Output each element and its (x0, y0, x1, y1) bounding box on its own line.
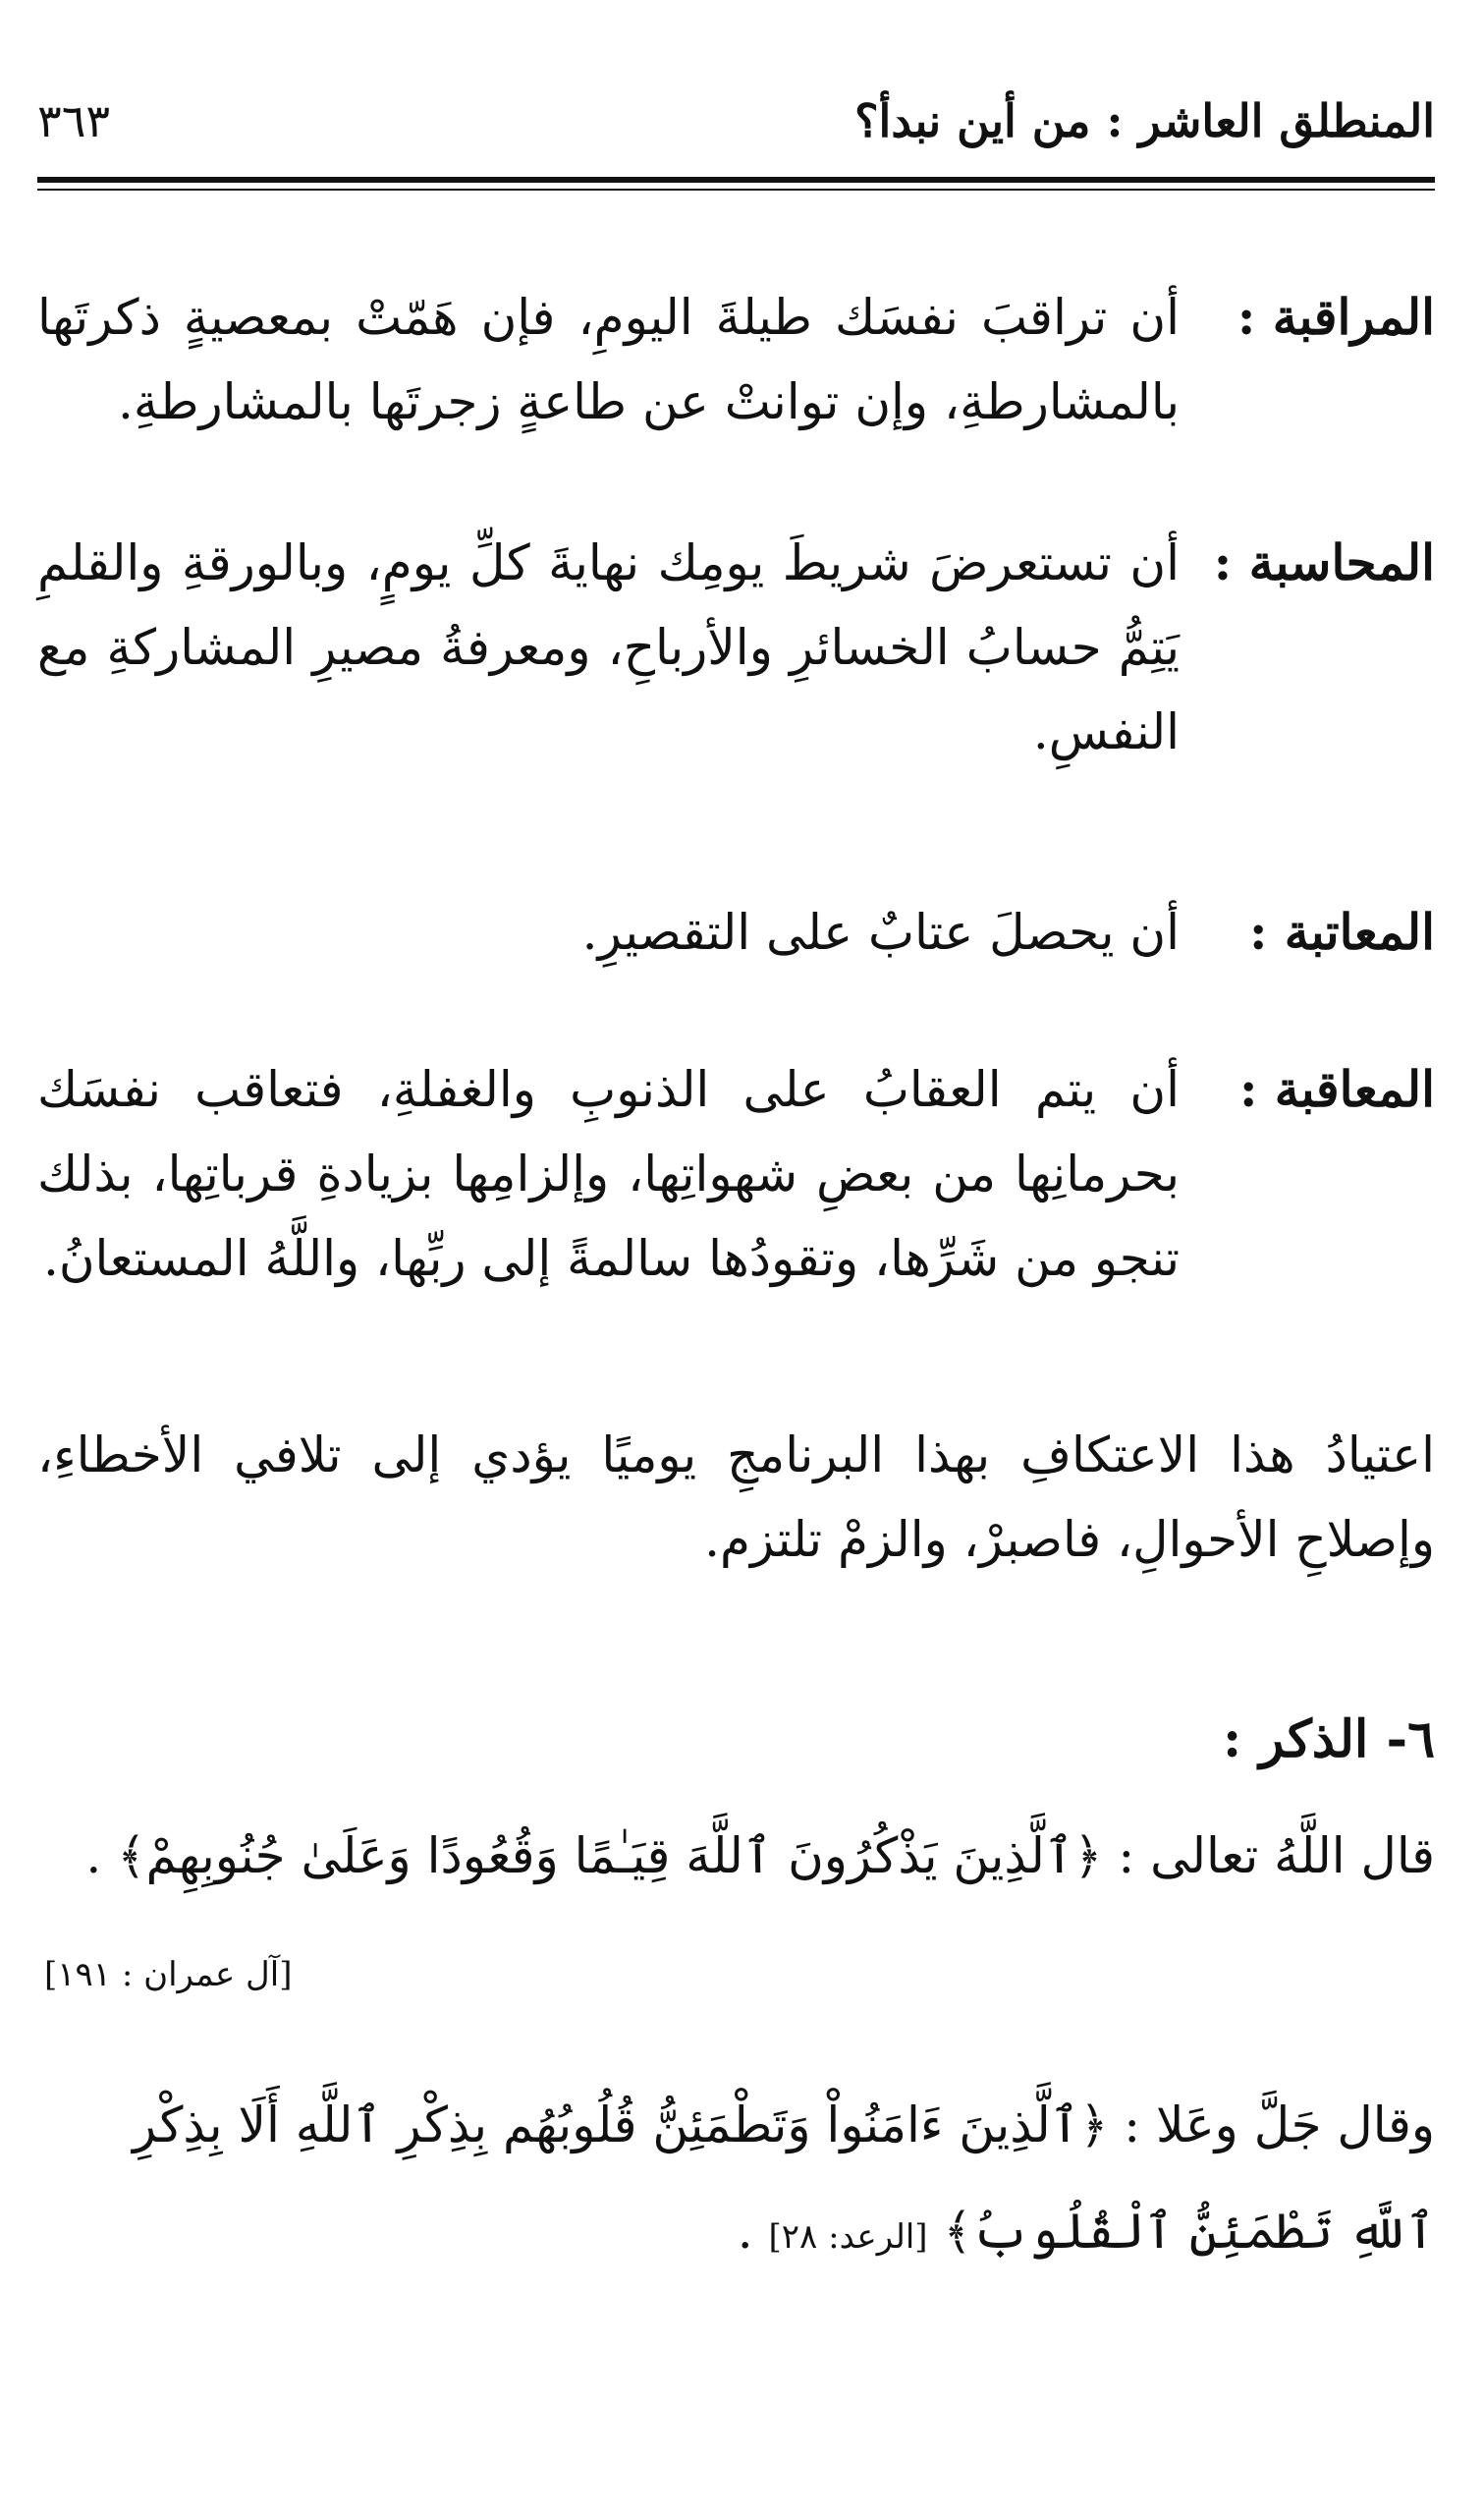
verse2-reference: [الرعد: ٢٨] (768, 2217, 928, 2257)
verse2-line-1 (37, 2083, 1435, 2167)
entry-muraqaba (37, 275, 1435, 444)
entry-term: المحاسبة : (1213, 533, 1435, 591)
entry-term: المراقبة : (1237, 288, 1435, 346)
entry-text: أن يحصلَ عتابٌ على التقصيرِ. (581, 904, 1180, 961)
verse1-intro: قال اللَّهُ تعالى : (1118, 1827, 1435, 1884)
verse2-text-1: ﴿ٱلَّذِينَ ءَامَنُواْ وَتَطْمَئِنُّ قُلُوبُهُم بِذِكْرِ ٱللَّهِ أَلَا بِذِكْرِ (133, 2097, 1109, 2153)
entry-term: المعاقبة : (1238, 1060, 1435, 1118)
header-rule-thick (37, 177, 1435, 183)
entry-muaqaba (37, 1047, 1435, 1301)
verse1-line (37, 1814, 1435, 1898)
header-rule-thin (37, 189, 1435, 191)
page-header (37, 86, 1435, 155)
verse2-intro: وقال جَلَّ وعَلا : (1124, 2097, 1435, 2153)
entry-term: المعاتبة : (1248, 903, 1435, 961)
entry-text: أن تستعرضَ شريطَ يومِك نهايةَ كلِّ يومٍ، وبالورقةِ والقلمِ يَتِمُّ حسابُ الخسائرِ والأرباحِ، ومعرفةُ مصيرِ المشاركةِ مع النفسِ. (37, 534, 1180, 760)
conclusion-paragraph: اعتيادُ هذا الاعتكافِ بهذا البرنامجِ يوميًا يؤدي إلى تلافي الأخطاءِ، وإصلاحِ الأحوالِ، فاصبرْ، والزمْ تلتزم. (37, 1426, 1435, 1568)
entry-muataba (37, 890, 1435, 975)
verse1-text: ﴿ٱلَّذِينَ يَذْكُرُونَ ٱللَّهَ قِيَـٰمًا وَقُعُودًا وَعَلَىٰ جُنُوبِهِمْ﴾ . (85, 1827, 1103, 1884)
entry-muhasaba (37, 521, 1435, 774)
section-heading: ٦- الذكر : (1223, 1709, 1435, 1769)
entry-text: أن تراقبَ نفسَك طيلةَ اليومِ، فإن هَمّتْ بمعصيةٍ ذكرتَها بالمشارطةِ، وإن توانتْ عن طاعةٍ زجرتَها بالمشارطةِ. (37, 289, 1180, 430)
verse2-end: . (737, 2203, 753, 2260)
running-title: المنطلق العاشر : من أين نبدأ؟ (854, 94, 1435, 147)
entry-text: أن يتم العقابُ على الذنوبِ والغفلةِ، فتعاقب نفسَك بحرمانِها من بعضِ شهواتِها، وإلزامِها بزيادةِ قرباتِها، بذلك تنجو من شَرِّها، وتقودُها سالمةً إلى ربِّها، واللَّهُ المستعانُ. (37, 1061, 1180, 1287)
page-number: ٣٦٣ (37, 94, 111, 147)
verse1-reference: [آل عمران : ١٩١] (44, 1955, 293, 1994)
verse2-text-2: ٱللَّهِ تَطْمَئِنُّ ٱلْقُلُوبُ﴾ (943, 2203, 1435, 2260)
verse2-line-2 (37, 2189, 1435, 2279)
